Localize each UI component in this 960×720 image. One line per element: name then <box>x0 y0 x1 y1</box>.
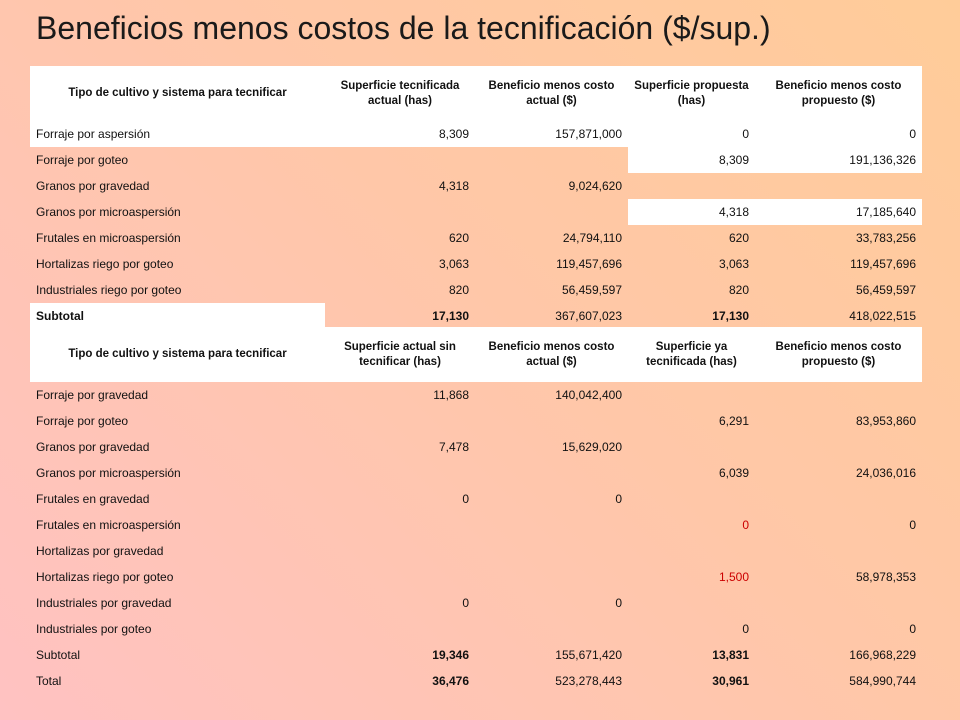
page-title: Beneficios menos costos de la tecnificación ($/sup.) <box>36 10 771 46</box>
col-header-beneficio-propuesto: Beneficio menos costo propuesto ($) <box>775 340 902 368</box>
cell <box>475 538 628 564</box>
cell: 13,831 <box>712 648 749 662</box>
cell-highlight: 0 <box>742 518 749 532</box>
row-label: Hortalizas riego por goteo <box>36 257 174 271</box>
cell <box>628 173 755 199</box>
row-label: Industriales riego por goteo <box>36 283 182 297</box>
cell: 0 <box>755 121 922 147</box>
row-label: Granos por microaspersión <box>36 466 181 480</box>
subtotal-row <box>30 303 922 329</box>
table-header-row <box>30 327 922 382</box>
row-label: Subtotal <box>30 303 325 329</box>
cell <box>475 564 628 590</box>
cell <box>755 486 922 512</box>
cell <box>755 590 922 616</box>
col-header-tipo: Tipo de cultivo y sistema para tecnificar <box>68 348 287 360</box>
cell: 620 <box>728 231 749 245</box>
cell: 0 <box>628 121 755 147</box>
cell: 418,022,515 <box>849 309 916 323</box>
row-label: Forraje por goteo <box>36 153 129 167</box>
row-label: Forraje por aspersión <box>30 121 325 147</box>
cell: 15,629,020 <box>561 440 622 454</box>
row-label: Total <box>36 674 62 688</box>
cell: 56,459,597 <box>561 283 622 297</box>
table-header-row <box>30 66 922 121</box>
cell <box>475 460 628 486</box>
table-row <box>30 225 922 251</box>
table-row <box>30 382 922 408</box>
cell: 820 <box>728 283 749 297</box>
cell <box>755 382 922 408</box>
cell: 6,039 <box>718 466 749 480</box>
cell: 3,063 <box>718 257 749 271</box>
cell: 19,346 <box>432 648 469 662</box>
table-row <box>30 408 922 434</box>
table-row <box>30 564 922 590</box>
cell <box>628 434 755 460</box>
cell: 140,042,400 <box>555 388 622 402</box>
cell: 0 <box>615 492 622 506</box>
col-header-beneficio-actual: Beneficio menos costo actual ($) <box>488 79 615 107</box>
row-label: Industriales por goteo <box>36 622 152 636</box>
col-header-beneficio-actual: Beneficio menos costo actual ($) <box>488 340 615 368</box>
col-header-tipo: Tipo de cultivo y sistema para tecnificar <box>68 87 287 99</box>
cell <box>755 434 922 460</box>
cell: 166,968,229 <box>849 648 916 662</box>
table-row <box>30 616 922 642</box>
table-row <box>30 173 922 199</box>
cell: 3,063 <box>438 257 469 271</box>
col-header-superficie-propuesta: Superficie propuesta (has) <box>634 79 749 107</box>
row-label: Granos por microaspersión <box>36 205 181 219</box>
cell <box>475 512 628 538</box>
cell <box>325 199 475 225</box>
cell: 6,291 <box>718 414 749 428</box>
col-header-superficie: Superficie tecnificada actual (has) <box>340 79 460 107</box>
table-row <box>30 251 922 277</box>
cell: 17,130 <box>712 309 749 323</box>
cell: 119,457,696 <box>556 257 622 271</box>
cell <box>325 616 475 642</box>
cell <box>475 616 628 642</box>
cell <box>475 408 628 434</box>
cell <box>755 538 922 564</box>
cell: 11,868 <box>433 388 469 402</box>
cell: 584,990,744 <box>849 674 916 688</box>
cell: 7,478 <box>438 440 469 454</box>
cell: 157,871,000 <box>475 121 628 147</box>
cell <box>325 564 475 590</box>
row-label: Granos por gravedad <box>36 440 150 454</box>
cell: 0 <box>742 622 749 636</box>
cell: 83,953,860 <box>855 414 916 428</box>
table-sin-tecnificar <box>30 327 922 694</box>
cell: 56,459,597 <box>855 283 916 297</box>
cell: 8,309 <box>628 147 755 173</box>
cell: 191,136,326 <box>755 147 922 173</box>
cell: 4,318 <box>438 179 469 193</box>
row-label: Frutales en gravedad <box>36 492 150 506</box>
table-row <box>30 538 922 564</box>
cell: 523,278,443 <box>555 674 622 688</box>
table-row <box>30 147 922 173</box>
table-row <box>30 512 922 538</box>
cell: 0 <box>909 518 916 532</box>
cell: 119,457,696 <box>850 257 916 271</box>
table-row <box>30 590 922 616</box>
cell: 58,978,353 <box>855 570 916 584</box>
col-header-superficie-tecnificada: Superficie ya tecnificada (has) <box>646 340 737 368</box>
cell: 17,185,640 <box>755 199 922 225</box>
table-row <box>30 434 922 460</box>
total-row <box>30 668 922 694</box>
cell: 17,130 <box>432 309 469 323</box>
table-row <box>30 199 922 225</box>
cell: 4,318 <box>628 199 755 225</box>
cell <box>325 147 475 173</box>
cell: 0 <box>462 596 469 610</box>
row-label: Frutales en microaspersión <box>36 518 181 532</box>
row-label: Hortalizas riego por goteo <box>36 570 174 584</box>
cell: 24,794,110 <box>562 231 622 245</box>
cell <box>475 199 628 225</box>
cell: 620 <box>448 231 469 245</box>
table-row <box>30 121 922 147</box>
cell <box>628 590 755 616</box>
cell <box>325 538 475 564</box>
col-header-superficie-sin: Superficie actual sin tecnificar (has) <box>344 340 456 368</box>
row-label: Frutales en microaspersión <box>36 231 181 245</box>
cell: 820 <box>448 283 469 297</box>
cell: 9,024,620 <box>568 179 622 193</box>
table-tecnificada <box>30 66 922 329</box>
row-label: Forraje por gravedad <box>36 388 149 402</box>
row-label: Granos por gravedad <box>36 179 150 193</box>
cell <box>628 382 755 408</box>
row-label: Hortalizas por gravedad <box>36 544 164 558</box>
cell: 155,671,420 <box>555 648 622 662</box>
cell: 0 <box>909 622 916 636</box>
cell: 8,309 <box>325 121 475 147</box>
row-label: Subtotal <box>36 648 81 662</box>
cell <box>475 147 628 173</box>
cell: 367,607,023 <box>555 309 622 323</box>
row-label: Industriales por gravedad <box>36 596 172 610</box>
cell <box>628 486 755 512</box>
table-row <box>30 277 922 303</box>
row-label: Forraje por goteo <box>36 414 129 428</box>
cell <box>325 460 475 486</box>
subtotal-row <box>30 642 922 668</box>
cell: 0 <box>462 492 469 506</box>
cell: 30,961 <box>712 674 749 688</box>
table-row <box>30 486 922 512</box>
cell: 24,036,016 <box>855 466 916 480</box>
cell <box>755 173 922 199</box>
cell: 0 <box>615 596 622 610</box>
cell <box>325 408 475 434</box>
table-row <box>30 460 922 486</box>
cell <box>325 512 475 538</box>
col-header-beneficio-propuesto: Beneficio menos costo propuesto ($) <box>775 79 902 107</box>
cell: 36,476 <box>432 674 469 688</box>
cell <box>628 538 755 564</box>
cell-highlight: 1,500 <box>718 570 749 584</box>
cell: 33,783,256 <box>855 231 916 245</box>
